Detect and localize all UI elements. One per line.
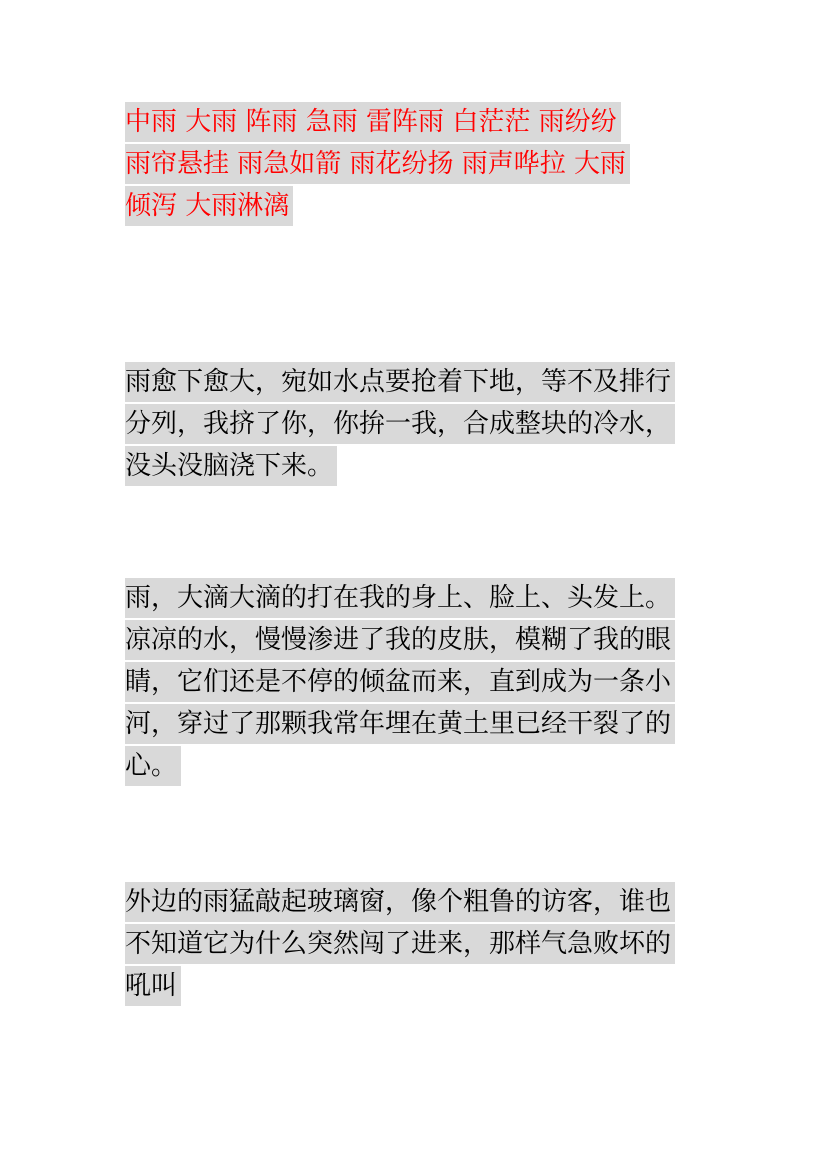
paragraph-line [125, 882, 735, 922]
vocab-line [125, 144, 735, 184]
paragraph-3 [125, 882, 735, 1008]
paragraph-line-text: 吼叫 [125, 966, 181, 1006]
paragraph-line-text: 凉凉的水，慢慢渗进了我的皮肤，模糊了我的眼 [125, 620, 675, 660]
paragraph-line-text: 雨愈下愈大，宛如水点要抢着下地，等不及排行 [125, 362, 675, 402]
vocab-line-text: 中雨 大雨 阵雨 急雨 雷阵雨 白茫茫 雨纷纷 [125, 102, 621, 142]
paragraph-line [125, 362, 735, 402]
paragraph-line-text: 河，穿过了那颗我常年埋在黄土里已经干裂了的 [125, 704, 675, 744]
paragraph-1 [125, 362, 735, 488]
paragraph-line-text: 没头没脑浇下来。 [125, 446, 337, 486]
paragraph-line-text: 心。 [125, 746, 181, 786]
paragraph-line-text: 雨，大滴大滴的打在我的身上、脸上、头发上。 [125, 578, 675, 618]
paragraph-line [125, 966, 735, 1006]
paragraph-line [125, 578, 735, 618]
paragraph-line-text: 分列，我挤了你，你拚一我，合成整块的冷水， [125, 404, 675, 444]
paragraph-line [125, 924, 735, 964]
paragraph-2 [125, 578, 735, 788]
paragraph-line [125, 620, 735, 660]
paragraph-line [125, 662, 735, 702]
paragraph-line [125, 446, 735, 486]
vocab-line-text: 倾泻 大雨淋漓 [125, 186, 293, 226]
paragraph-line-text: 外边的雨猛敲起玻璃窗，像个粗鲁的访客，谁也 [125, 882, 675, 922]
rain-vocabulary-block [125, 102, 735, 228]
vocab-line [125, 186, 735, 226]
vocab-line [125, 102, 735, 142]
paragraph-line-text: 不知道它为什么突然闯了进来，那样气急败坏的 [125, 924, 675, 964]
paragraph-line [125, 746, 735, 786]
vocab-line-text: 雨帘悬挂 雨急如箭 雨花纷扬 雨声哗拉 大雨 [125, 144, 630, 184]
paragraph-line-text: 睛，它们还是不停的倾盆而来，直到成为一条小 [125, 662, 675, 702]
paragraph-line [125, 404, 735, 444]
paragraph-line [125, 704, 735, 744]
